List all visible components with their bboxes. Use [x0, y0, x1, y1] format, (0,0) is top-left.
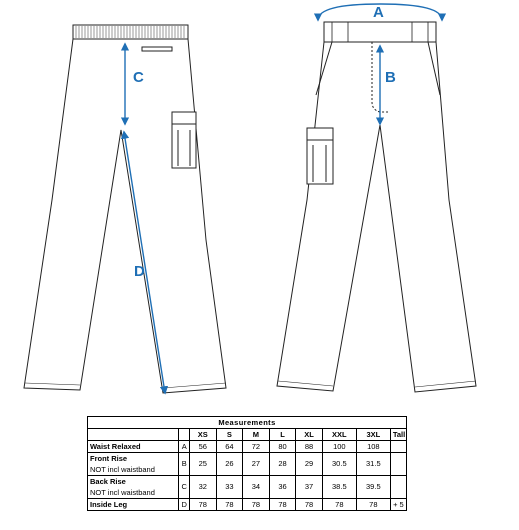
tall-cell	[390, 453, 406, 476]
row-letter: D	[179, 499, 190, 511]
row-letter: B	[179, 453, 190, 476]
table-row	[88, 453, 407, 465]
back-cargo-pocket	[172, 112, 196, 168]
table-cell: 72	[243, 441, 270, 453]
front-waistband	[324, 22, 436, 42]
table-cell: 37	[296, 476, 323, 499]
measurements-table	[87, 416, 407, 511]
table-cell: 30.5	[322, 453, 356, 476]
table-cell: 34	[243, 476, 270, 499]
dimension-c-label: C	[133, 69, 144, 86]
front-trousers-outline	[277, 42, 476, 392]
row-label: Front Rise	[88, 453, 179, 465]
size-header-xl: XL	[296, 429, 323, 441]
table-cell: 38.5	[322, 476, 356, 499]
table-cell: 33	[216, 476, 243, 499]
table-cell: 78	[296, 499, 323, 511]
table-cell: 100	[322, 441, 356, 453]
size-header-xs: XS	[190, 429, 217, 441]
dimension-b-label: B	[385, 69, 396, 86]
size-header-m: M	[243, 429, 270, 441]
table-cell: 28	[269, 453, 296, 476]
front-cargo-pocket	[307, 128, 333, 184]
table-cell: 31.5	[356, 453, 390, 476]
table-cell: 78	[243, 499, 270, 511]
tall-cell	[390, 476, 406, 499]
row-letter: C	[179, 476, 190, 499]
tall-header: Tall	[390, 429, 406, 441]
table-cell: 78	[269, 499, 296, 511]
row-label: Waist Relaxed	[88, 441, 179, 453]
table-cell: 80	[269, 441, 296, 453]
back-waistband	[73, 25, 188, 39]
size-header-xxl: XXL	[322, 429, 356, 441]
table-row	[88, 499, 407, 511]
size-header-s: S	[216, 429, 243, 441]
table-cell: 64	[216, 441, 243, 453]
table-cell: 88	[296, 441, 323, 453]
table-title: Measurements	[88, 417, 407, 429]
table-cell: 78	[216, 499, 243, 511]
front-view-trousers	[277, 22, 476, 392]
dimension-a-label: A	[373, 4, 384, 21]
table-header-row	[88, 429, 407, 441]
row-label: Inside Leg	[88, 499, 179, 511]
table-cell: 29	[296, 453, 323, 476]
table-cell: 78	[356, 499, 390, 511]
table-cell: 26	[216, 453, 243, 476]
table-cell: 78	[322, 499, 356, 511]
table-cell: 32	[190, 476, 217, 499]
row-letter: A	[179, 441, 190, 453]
tall-cell	[390, 441, 406, 453]
table-cell: 56	[190, 441, 217, 453]
table-cell: 78	[190, 499, 217, 511]
table-cell: 27	[243, 453, 270, 476]
row-sublabel: NOT incl waistband	[88, 487, 179, 499]
table-row	[88, 441, 407, 453]
dimension-d-label: D	[134, 263, 145, 280]
table-cell: 108	[356, 441, 390, 453]
size-header-3xl: 3XL	[356, 429, 390, 441]
table-row	[88, 476, 407, 488]
tall-cell: + 5	[390, 499, 406, 511]
size-header-l: L	[269, 429, 296, 441]
table-cell: 39.5	[356, 476, 390, 499]
row-label: Back Rise	[88, 476, 179, 488]
row-sublabel: NOT incl waistband	[88, 464, 179, 476]
table-cell: 25	[190, 453, 217, 476]
table-cell: 36	[269, 476, 296, 499]
